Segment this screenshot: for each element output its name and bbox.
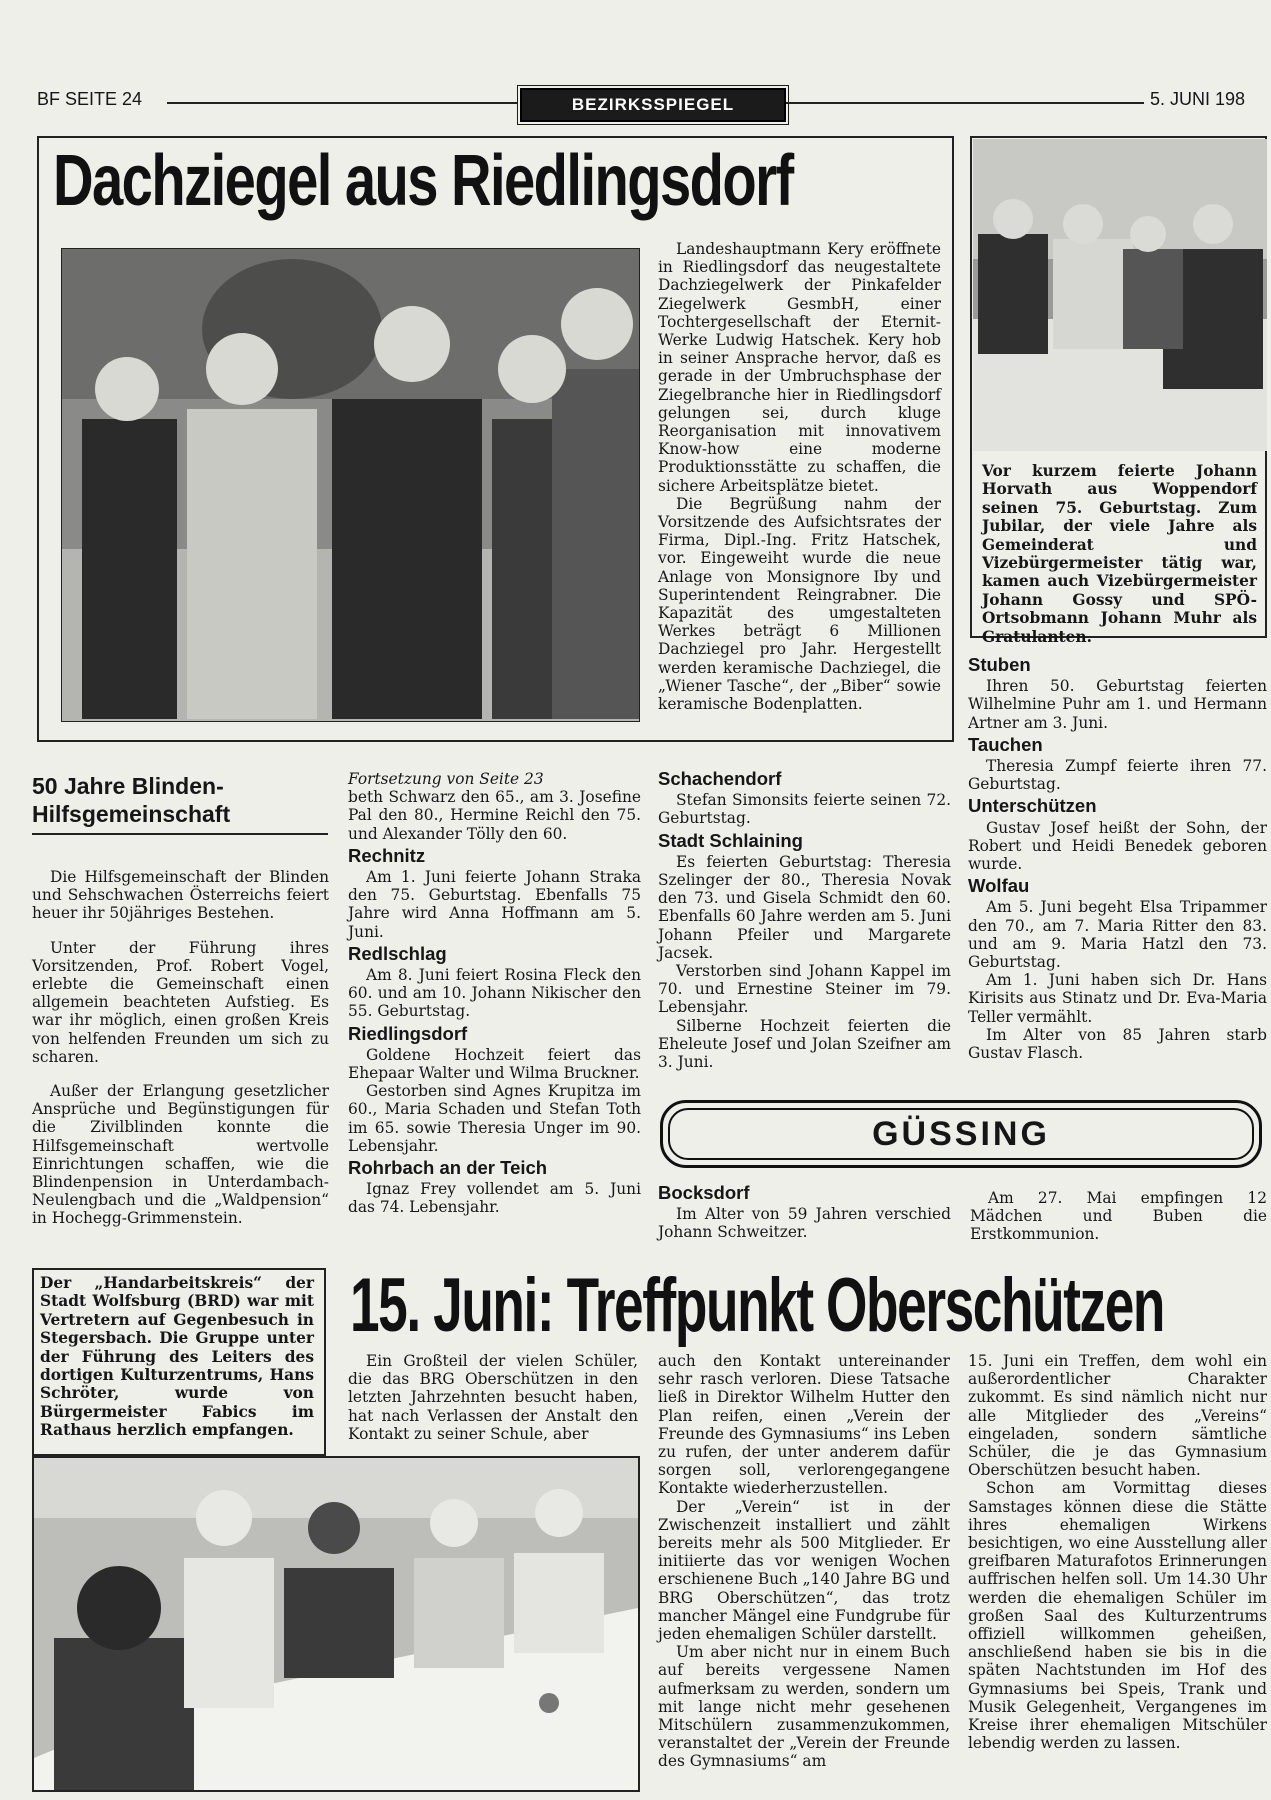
blinden-p2: Unter der Führung ihres Vorsitzenden, Prof. Robert Vogel, erlebte die Gemeinschaft einen allgemein beachteten Aufstieg. Es war ihr möglich, einen großen Kreis von helfenden Freunden um sich zu scharen.	[32, 938, 329, 1066]
top-article-text	[658, 240, 941, 713]
wolfau-text-3: Im Alter von 85 Jahren starb Gustav Flasch.	[968, 1025, 1267, 1063]
continuation-lead: beth Schwarz den 65., am 3. Josefine Pal den 80., Hermine Reichl den 75. und Alexander Tölly den 60.	[348, 788, 641, 843]
wolfau-text-2: Am 1. Juni haben sich Dr. Hans Kirisits aus Stinatz und Dr. Eva-Maria Teller vermählt.	[968, 971, 1267, 1026]
issue-date: 5. JUNI 198	[1150, 89, 1246, 109]
place-rohrbach: Rohrbach an der Teich	[348, 1157, 548, 1179]
handarbeit-photo	[32, 1456, 640, 1792]
place-tauchen: Tauchen	[968, 733, 1043, 755]
riedlingsdorf-text-2: Gestorben sind Agnes Krupitza im 60., Maria Schaden und Stefan Toth im 65. sowie Theresia Unger im 90. Lebensjahr.	[348, 1082, 641, 1155]
handarbeit-caption: Der „Handarbeitskreis“ der Stadt Wolfsburg (BRD) war mit Vertretern auf Gegenbesuch in Stegersbach. Die Gruppe unter der Führung des Leiters des dortigen Kulturzentrums, Hans Schröter, wurde von Bürgermeister Fabics im Rathaus herzlich empfangen.	[40, 1274, 314, 1440]
blinden-p3: Außer der Erlangung gesetzlicher Ansprüche und Begünstigungen für die Zivilblinden konnte die Hilfsgemeinschaft wertvolle Einrichtungen schaffen, wie die Blindenpension in Unterdambach-Neulengbach und die „Waldpension“ in Hochegg-Grimmenstein.	[32, 1082, 329, 1228]
place-rechnitz: Rechnitz	[348, 844, 426, 866]
schachendorf-text: Stefan Simonsits feierte seinen 72. Geburtstag.	[658, 791, 951, 828]
bocksdorf-block	[658, 1180, 951, 1242]
bottom-col2-p1: auch den Kontakt untereinander sehr rasch verloren. Diese Tatsache ließ in Direktor Wilhelm Hutter den Plan reifen, einen „Verein der Freunde des Gymnasiums“ ins Leben zu rufen, der unter anderem dafür sorgen soll, verlorengegangene Kontakte wiederherzustellen.	[658, 1352, 950, 1498]
bottom-col2-p2: Der „Verein“ ist in der Zwischenzeit installiert und zählt bereits mehr als 500 Mitglieder. Er initiierte das vor wenigen Wochen erschienene Buch „140 Jahre BG und BRG Oberschützen“, das trotz mancher Mängel eine Fundgrube für jeden ehemaligen Schüler darstellt.	[658, 1497, 950, 1644]
opening-photo	[61, 248, 640, 722]
place-stuben: Stuben	[968, 654, 1031, 675]
right-column-news	[968, 652, 1267, 1062]
place-riedlingsdorf: Riedlingsdorf	[348, 1022, 468, 1044]
top-article-p1: Landeshauptmann Kery eröffnete in Riedlingsdorf das neugestaltete Dachziegelwerk der Pinkafelder Ziegelwerk GesmbH, einer Tochtergesellschaft der Eternit-Werke Ludwig Hatschek. Kery hob in seiner Ansprache hervor, daß es gerade in der Umbruchsphase der Ziegelbranche hier in Riedlingsdorf gelungen sei, durch kluge Reorganisation mit innovativem Know-how eine moderne Produktionsstätte zu schaffen, die sichere Arbeitsplätze bietet.	[658, 240, 941, 495]
blinden-title-rule	[32, 833, 328, 835]
bottom-col3-p2: Schon am Vormittag dieses Samstages können diese die Stätte ihres ehemaligen Wirkens besichtigen, wo eine Ausstellung aller greifbaren Maturafotos Erinnerungen auffrischen helfen soll. Um 14.30 Uhr werden die ehemaligen Schüler im großen Saal des Kulturzentrums offiziell willkommen geheißen, anschließend haben sie bis in die späten Nachtstunden im Hof des Gymnasiums bei Speis, Trank und Musik Gelegenheit, Vergangenes im Kreise ihrer ehemaligen Mitschüler lebendig werden zu lassen.	[968, 1479, 1267, 1753]
tauchen-text: Theresia Zumpf feierte ihren 77. Geburtstag.	[968, 757, 1267, 794]
schlaining-text-3: Silberne Hochzeit feierten die Eheleute Josef und Jolan Szeifner am 3. Juni.	[658, 1016, 951, 1072]
blinden-title: 50 Jahre Blinden-Hilfsgemeinschaft	[32, 773, 231, 827]
place-redlschlag: Redlschlag	[348, 942, 447, 964]
bocksdorf-text: Im Alter von 59 Jahren verschied Johann Schweitzer.	[658, 1205, 951, 1242]
redlschlag-text: Am 8. Juni feiert Rosina Fleck den 60. und am 10. Johann Nikischer den 55. Geburtstag.	[348, 966, 641, 1021]
page-number: BF SEITE 24	[37, 89, 143, 109]
jubilee-caption: Vor kurzem feierte Johann Horvath aus Woppendorf seinen 75. Geburtstag. Zum Jubilar, der viele Jahre als Gemeinderat und Vizebürgermeister tätig war, kamen auch Vizebürgermeister Johann Gossy und SPÖ-Ortsobmann Johann Muhr als Gratulanten.	[982, 462, 1257, 646]
bottom-col-1	[348, 1352, 638, 1443]
bottom-col-3	[968, 1352, 1267, 1752]
bottom-col1-p1: Ein Großteil der vielen Schüler, die das BRG Oberschützen in den letzten Jahrzehnten besucht haben, hat nach Verlassen der Anstalt den Kontakt zu seiner Schule, aber	[348, 1352, 638, 1443]
blinden-p1: Die Hilfsgemeinschaft der Blinden und Sehschwachen Österreichs feiert heuer ihr 50jähriges Bestehen.	[32, 868, 329, 923]
section-label: BEZIRKSSPIEGEL	[520, 88, 786, 122]
bottom-col3-p1: 15. Juni ein Treffen, dem wohl ein außerordentlicher Charakter zukommt. Es sind nämlich nicht nur alle Mitglieder des „Vereins“ eingeladen, sondern sämtliche Schüler, die je das Gymnasium Oberschützen besucht haben.	[968, 1352, 1267, 1480]
place-wolfau: Wolfau	[968, 875, 1030, 897]
header-rule-right	[786, 102, 1144, 104]
third-column	[658, 766, 951, 1071]
erstkommunion-text: Am 27. Mai empfingen 12 Mädchen und Buben die Erstkommunion.	[970, 1189, 1267, 1244]
place-stadt-schlaining: Stadt Schlaining	[658, 829, 803, 851]
bottom-col-2	[658, 1352, 950, 1771]
schlaining-text-2: Verstorben sind Johann Kappel im 70. und Ernestine Steiner im 79. Lebensjahr.	[658, 962, 951, 1017]
wolfau-text: Am 5. Juni begeht Elsa Tripammer den 70., am 7. Maria Ritter den 83. und am 9. Maria Hatzl den 73. Geburtstag.	[968, 898, 1267, 972]
header-rule-left	[167, 102, 517, 104]
stuben-text: Ihren 50. Geburtstag feierten Wilhelmine Puhr am 1. und Hermann Artner am 3. Juni.	[968, 677, 1267, 732]
guessing-label: GÜSSING	[872, 1115, 1050, 1153]
top-headline: Dachziegel aus Riedlingsdorf	[53, 141, 793, 221]
continuation-note: Fortsetzung von Seite 23	[348, 770, 544, 788]
schlaining-text-1: Es feierten Geburtstag: Theresia Szelinger der 80., Theresia Novak den 73. und Gisela Schmidt den 60. Ebenfalls 60 Jahre werden am 5. Juni Johann Pfeiler und Margarete Jacsek.	[658, 852, 951, 962]
place-unterschuetzen: Unterschützen	[968, 795, 1097, 817]
bottom-headline: 15. Juni: Treffpunkt Oberschützen	[350, 1263, 1164, 1348]
guessing-banner	[660, 1100, 1262, 1168]
place-schachendorf: Schachendorf	[658, 768, 782, 789]
blinden-text	[32, 868, 329, 1228]
top-article-p2: Die Begrüßung nahm der Vorsitzende des Aufsichtsrates der Firma, Dipl.-Ing. Fritz Hatschek, vor. Eingeweiht wurde die neue Anlage von Monsignore Iby und Superintendent Reingrabner. Die Kapazität des umgestalteten Werkes beträgt 6 Millionen Dachziegel pro Jahr. Hergestellt werden keramische Dachziegel, die „Wiener Tasche“, der „Biber“ sowie keramische Bodenplatten.	[658, 494, 941, 714]
riedlingsdorf-text-1: Goldene Hochzeit feiert das Ehepaar Walter und Wilma Bruckner.	[348, 1045, 641, 1083]
unterschuetzen-text: Gustav Josef heißt der Sohn, der Robert und Heidi Benedek geboren wurde.	[968, 818, 1267, 874]
jubilee-photo	[973, 139, 1267, 451]
rechnitz-text: Am 1. Juni feierte Johann Straka den 75. Geburtstag. Ebenfalls 75 Jahre wird Anna Hoffmann am 5. Juni.	[348, 868, 641, 941]
place-bocksdorf: Bocksdorf	[658, 1182, 750, 1203]
middle-column	[348, 770, 641, 1217]
rohrbach-text: Ignaz Frey vollendet am 5. Juni das 74. Lebensjahr.	[348, 1180, 641, 1217]
bottom-col2-p3: Um aber nicht nur in einem Buch auf bereits vergessene Namen aufmerksam zu werden, sondern um mit lange nicht mehr gesehenen Mitschülern zusammenzukommen, veranstaltet der „Verein der Freunde des Gymnasiums“ am	[658, 1643, 950, 1771]
